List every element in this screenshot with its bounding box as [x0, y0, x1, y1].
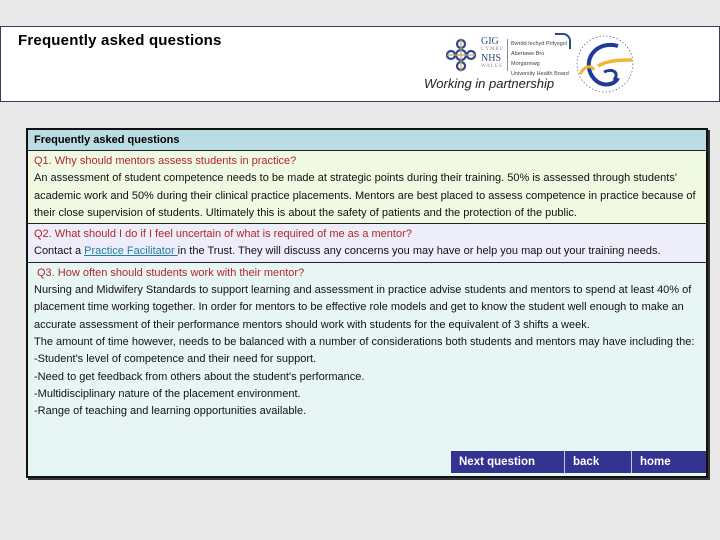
question-title: Q2. What should I do if I feel uncertain of what is required of me as a mentor? — [34, 228, 412, 241]
nhs-cymru-text: CYMRU — [481, 47, 505, 52]
nhs-text: NHS — [481, 53, 502, 64]
faq-item-q2 — [28, 224, 706, 263]
logo-divider — [507, 39, 508, 71]
board-line: Bwrdd Iechyd Prifysgol — [511, 41, 567, 47]
faq-panel — [26, 128, 708, 478]
answer-text: in the Trust. They will discuss any concerns you may have or help you map out your training needs. — [177, 245, 661, 258]
faq-heading: Frequently asked questions — [28, 130, 706, 151]
faq-item-q1 — [28, 151, 706, 224]
practice-facilitator-link[interactable]: Practice Facilitator — [84, 245, 178, 258]
answer-bullet: -Need to get feedback from others about the student's performance. — [34, 370, 365, 383]
nhs-gig-text: GIG — [481, 36, 499, 47]
university-logo-icon — [574, 30, 636, 98]
answer-paragraph: The amount of time however, needs to be balanced with a number of considerations both students and mentors may have including the: — [34, 335, 695, 348]
navigation-bar — [451, 451, 706, 473]
nhs-wordmark — [481, 36, 504, 70]
answer-text: An assessment of student competence needs to be made at strategic points during their training. 50% is assessed through students' academic work and 50% during their clinical practice placements. Mentors are best placed to assess competence in practice because of their close supervision of students. Ultimately this is about the safety of patients and the protection of the public. — [34, 172, 696, 219]
board-line: University Health Board — [511, 71, 569, 77]
question-title: Q3. How often should students work with their mentor? — [37, 266, 305, 279]
celtic-cross-icon — [446, 37, 476, 73]
nhs-logo — [441, 33, 571, 77]
next-question-button[interactable]: Next question — [451, 451, 565, 473]
question-title: Q1. Why should mentors assess students in practice? — [34, 155, 297, 167]
page-title: Frequently asked questions — [18, 32, 222, 49]
logo-corner-mark — [555, 33, 571, 49]
answer-text: Contact a — [34, 245, 85, 258]
answer-bullet: -Multidisciplinary nature of the placement environment. — [34, 387, 301, 400]
home-button[interactable]: home — [632, 451, 706, 473]
back-button[interactable]: back — [565, 451, 632, 473]
answer-bullet: -Range of teaching and learning opportunities available. — [34, 405, 307, 418]
partnership-caption: Working in partnership — [424, 76, 555, 91]
answer-paragraph: Nursing and Midwifery Standards to support learning and assessment in practice advise students and mentors to spend at least 40% of placement time working together. In order for mentors to be effective role models and get to know the student well enough to make an accurate assessment of their performance mentors should work with students for the equivalent of 3 shifts a week. — [34, 284, 692, 331]
faq-item-q3 — [28, 263, 706, 422]
board-line: Abertawe Bro Morgannwg — [511, 51, 545, 67]
header-banner — [0, 26, 720, 102]
nhs-wales-text: WALES — [481, 64, 503, 69]
answer-bullet: -Student's level of competence and their need for support. — [34, 353, 317, 366]
